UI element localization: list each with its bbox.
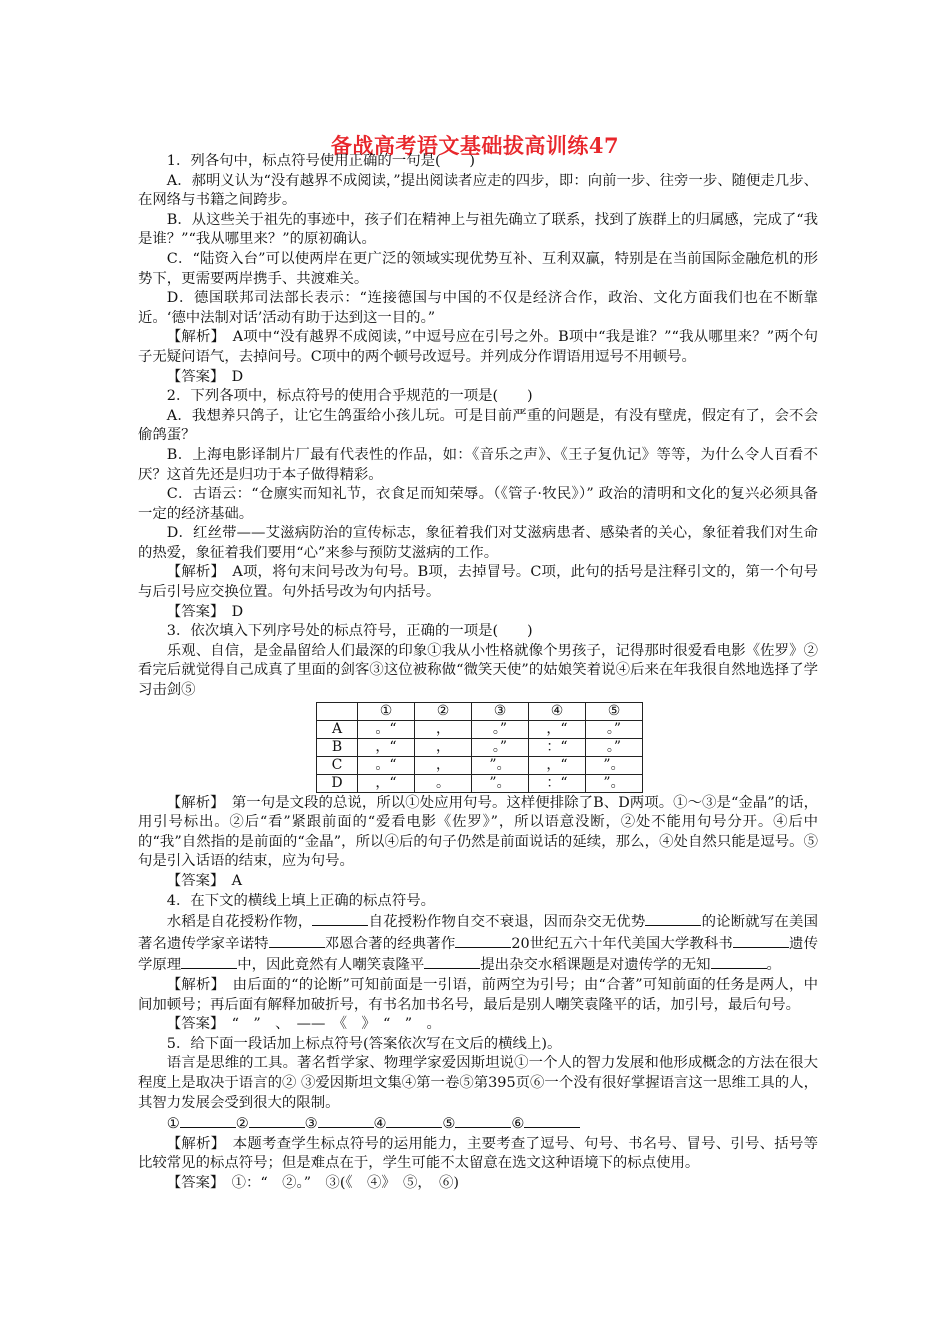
passage-text: 水稻是自花授粉作物， [166,914,313,931]
q2-option-a: A．我想养只鸽子，让它生鸽蛋给小孩儿玩。可是目前严重的问题是，有没有壁虎，假定有了，会不会偷鸽蛋？ [138,407,818,444]
table-cell: ， [415,738,472,756]
table-cell: ，“ [358,738,415,756]
table-cell: A [317,720,358,738]
table-cell: 。” [472,738,529,756]
table-cell: 。 [415,774,472,792]
q2-stem: 2．下列各项中，标点符号的使用合乎规范的一项是( ) [166,388,533,405]
q3-analysis [138,794,818,872]
analysis-text: 本题考查学生标点符号的运用能力，主要考查了逗号、句号、书名号、冒号、引号、括号等比较常见的标点符号；但是难点在于，学生可能不太留意在选文这种语境下的标点使用。 [138,1135,818,1172]
table-cell: ”。 [472,774,529,792]
passage-text: 自花授粉作物自交不衰退，因而杂交无优势 [368,914,646,931]
fill-blank[interactable] [269,933,325,948]
answer-label: 【答案】 [166,1174,218,1191]
q4-analysis [138,976,818,1015]
q2-option-b: B．上海电影译制片厂最有代表性的作品，如：《音乐之声》、《王子复仇记》等等，为什么令人百看不厌？这首先还是归功于本子做得精彩。 [138,446,818,483]
table-cell: 。“ [358,720,415,738]
passage-text: 提出杂交水稻课题是对遗传学的无知 [480,957,711,974]
q1-option-a: A．郝明义认为“没有越界不成阅读，”提出阅读者应走的四步，即：向前一步、往旁一步、随便走几步、在网络与书籍之间跨步。 [138,172,818,209]
answer-text: ①：“ ②。” ③(《 ④》 ⑤， ⑥) [231,1174,459,1191]
answer-label: 【答案】 [166,603,218,620]
analysis-text: A项，将句末问号改为句号。B项，去掉冒号。C项，此句的括号是注释引文的，第一个句号与后引号应交换位置。句外括号改为句内括号。 [138,564,818,601]
document-body [138,152,818,1194]
analysis-label: 【解析】 [166,976,219,993]
passage-text: 20世纪五六十年代美国大学教科书 [511,935,733,952]
table-cell: 。” [472,720,529,738]
fill-blank[interactable] [181,954,237,969]
q5-answer [138,1174,818,1194]
table-cell: ， [415,756,472,774]
answer-label: 【答案】 [166,1016,218,1033]
table-cell: ， [415,720,472,738]
q2-option-d: D．红丝带——艾滋病防治的宣传标志，象征着我们对艾滋病患者、感染者的关心，象征着我们对生命的热爱，象征着我们要用“心”来参与预防艾滋病的工作。 [138,525,818,561]
analysis-label: 【解析】 [166,1135,219,1152]
passage-text: 。 [766,957,781,974]
analysis-label: 【解析】 [166,329,219,346]
q5-analysis [138,1135,818,1174]
fill-blank[interactable] [386,1113,442,1128]
table-row [317,774,643,792]
passage-text: 中，因此竟然有人嘲笑袁隆平 [237,957,425,974]
blank-number: ④ [373,1116,387,1133]
fill-blank[interactable] [455,1113,511,1128]
q3-stem: 3．依次填入下列序号处的标点符号，正确的一项是( ) [166,623,533,640]
table-header-cell: ② [415,702,472,720]
fill-blank[interactable] [645,911,701,926]
answer-text: D [231,368,244,385]
q4-answer [138,1015,818,1035]
table-header-cell [317,702,358,720]
q4-passage [138,911,818,976]
fill-blank[interactable] [733,933,789,948]
q3-options-table [316,702,643,793]
table-cell: C [317,756,358,774]
table-cell: ：“ [529,738,586,756]
fill-blank[interactable] [318,1113,374,1128]
table-cell: B [317,738,358,756]
table-header-cell: ③ [472,702,529,720]
blank-number: ⑤ [442,1116,456,1133]
answer-text: A [231,873,242,889]
passage-text: 邓恩合著的经典著作 [324,935,456,952]
blank-number: ③ [304,1116,318,1133]
answer-label: 【答案】 [166,873,218,889]
q4-stem: 4．在下文的横线上填上正确的标点符号。 [166,892,435,909]
table-cell: ：“ [529,774,586,792]
fill-blank[interactable] [180,1113,236,1128]
analysis-text: A项中“没有越界不成阅读，”中逗号应在引号之外。B项中“我是谁？”“我从哪里来？”两个句子无疑问语气，去掉问号。C项中的两个顿号改逗号。并列成分作谓语用逗号不用顿号。 [138,329,818,365]
table-cell: ，“ [529,720,586,738]
table-cell: ，“ [529,756,586,774]
table-row [317,756,643,774]
page-title: 备战高考语文基础拔高训练47 [330,133,620,158]
table-row [317,738,643,756]
table-header-cell: ① [358,702,415,720]
q5-blanks [138,1113,818,1135]
table-cell: ”。 [472,756,529,774]
q1-option-d: D．德国联邦司法部长表示：“连接德国与中国的不仅是经济合作，政治、文化方面我们也在不断靠近。‘德中法制对话’活动有助于达到这一目的。” [138,290,818,326]
table-row [317,720,643,738]
q2-answer [138,603,818,623]
table-cell: 。” [586,738,643,756]
fill-blank[interactable] [424,954,480,969]
analysis-text: 第一句是文段的总说，所以①处应用句号。这样便排除了B、D两项。①～③是“金晶”的话，用引号标出。②后“看”紧跟前面的“爱看电影《佐罗》”，所以语意没断，②处不能用句号分开。④后中的“我”自然指的是前面的“金晶”，所以④后的句子仍然是前面说话的延续，那么，④处自然只能是逗号。⑤句是引入话语的结束，应为句号。 [138,794,818,870]
fill-blank[interactable] [711,954,767,969]
analysis-label: 【解析】 [166,564,218,581]
table-cell: ”。 [586,774,643,792]
blank-number: ⑥ [511,1116,525,1133]
table-cell: 。” [586,720,643,738]
q3-passage: 乐观、自信，是金晶留给人们最深的印象①我从小性格就像个男孩子，记得那时很爱看电影《佐罗》②看完后就觉得自己成真了里面的剑客③这位被称做“微笑天使”的姑娘笑着说④后来在年我很自然地选择了学习击剑⑤ [138,642,818,699]
table-header-row [317,702,643,720]
answer-label: 【答案】 [166,368,218,385]
analysis-label: 【解析】 [166,794,218,811]
q5-passage: 语言是思维的工具。著名哲学家、物理学家爱因斯坦说①一个人的智力发展和他形成概念的方法在很大程度上是取决于语言的② ③爱因斯坦文集④第一卷⑤第395页⑥一个没有很好掌握语言这一思维工具的人，其智力发展会受到很大的限制。 [138,1055,818,1111]
q1-analysis [138,328,818,367]
fill-blank[interactable] [455,933,511,948]
blank-number: ② [235,1116,249,1133]
blank-number: ① [166,1116,180,1133]
answer-text: “ ” 、 —— 《 》 “ ” 。 [231,1016,441,1033]
fill-blank[interactable] [249,1113,305,1128]
table-header-cell: ⑤ [586,702,643,720]
q5-stem: 5．给下面一段话加上标点符号(答案依次写在文后的横线上)。 [166,1035,562,1052]
table-cell: ”。 [586,756,643,774]
q1-option-c: C．“陆资入台”可以使两岸在更广泛的领域实现优势互补、互利双赢，特别是在当前国际金融危机的形势下，更需要两岸携手、共渡难关。 [138,250,818,287]
q1-option-b: B．从这些关于祖先的事迹中，孩子们在精神上与祖先确立了联系，找到了族群上的归属感，完成了“我是谁？”“我从哪里来？”的原初确认。 [138,211,818,248]
fill-blank[interactable] [524,1113,580,1128]
q2-analysis [138,563,818,602]
passage-text: 遗传学原理 [138,935,818,974]
q1-stem: 1．列各句中，标点符号使用正确的一句是( ) [166,153,475,169]
answer-text: D [231,603,244,620]
passage-text: 的论断就写在美国著名遗传学家辛诺特 [138,914,818,952]
fill-blank[interactable] [312,911,368,926]
table-cell: 。“ [358,756,415,774]
analysis-text: 由后面的“的论断”可知前面是一引语，前两空为引号；由“合著”可知前面的任务是两人，中间加顿号；再后面有解释加破折号，有书名加书名号，最后是别人嘲笑袁隆平的话，加引号，最后句号。 [138,976,818,1013]
table-header-cell: ④ [529,702,586,720]
q3-answer [138,872,818,892]
table-cell: ，“ [358,774,415,792]
q2-option-c: C．古语云：“仓廪实而知礼节，衣食足而知荣辱。（《管子·牧民》）” 政治的清明和文化的复兴必须具备一定的经济基础。 [138,486,818,522]
q1-answer [138,368,818,388]
table-cell: D [317,774,358,792]
